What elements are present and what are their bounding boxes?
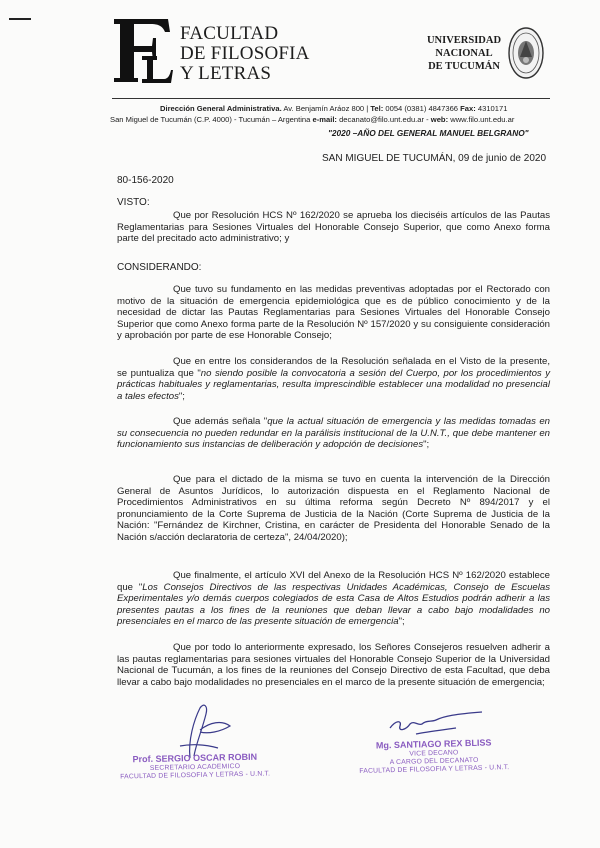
quoted-text: Los Consejos Directivos de las respectivas Unidades Académicas, Consejo de Escuelas Experimentales y/o demás cuerpos colegiados de esta Casa de Altos Estudios podrán adherir a las presentes pautas a los fines de la reuniones que deban llevar a cabo bajo modalidades no presenciales en el marco de las presente situación de emergencia	[117, 581, 550, 628]
email-label: e-mail:	[312, 115, 337, 124]
faculty-name-line: DE FILOSOFIA	[180, 43, 310, 64]
signer-charge: A CARGO DEL DECANATO	[389, 756, 479, 766]
university-name-line: UNIVERSIDAD	[426, 35, 502, 46]
city-address: San Miguel de Tucumán (C.P. 4000) - Tucumán – Argentina	[110, 115, 313, 124]
file-number: 80-156-2020	[117, 175, 174, 186]
address-line-office	[160, 104, 507, 113]
text-run: ";	[178, 390, 185, 402]
signer-name: Prof. SERGIO OSCAR ROBIN	[132, 751, 258, 765]
visto-heading: VISTO:	[117, 197, 150, 208]
signer-title: SECRETARIO ACADEMICO	[149, 762, 241, 772]
signer-name: Mg. SANTIAGO REX BLISS	[375, 737, 492, 751]
year-motto: "2020 –AÑO DEL GENERAL MANUEL BELGRANO"	[328, 128, 529, 138]
tel-label: Tel:	[370, 104, 384, 113]
text-run: Que además señala "	[173, 416, 268, 427]
signer-unit: FACULTAD DE FILOSOFIA Y LETRAS - U.N.T.	[120, 769, 271, 781]
web-address: www.filo.unt.edu.ar	[448, 115, 515, 124]
considerando-paragraph-2	[117, 356, 550, 402]
quoted-text: no siendo posible la convocatoria a sesión del Cuerpo, por los procedimientos y prácticas habituales y reglamentarias, resulta imprescindible establecer una modalidad no presencial a tales efectos	[117, 367, 550, 402]
signer-unit: FACULTAD DE FILOSOFIA Y LETRAS - U.N.T.	[359, 763, 510, 775]
university-name-line: DE TUCUMÁN	[428, 61, 500, 72]
text-run: ";	[423, 439, 430, 451]
considerando-paragraph-1: Que tuvo su fundamento en las medidas preventivas adoptadas por el Rectorado con motivo de la situación de emergencia epidemiológica que es de público conocimiento y de la necesidad de dictar las Pautas Reglamentarias para Sesiones Virtuales del Honorable Consejo Superior que como Anexo forma parte de la Resolución Nº 157/2020 y su consiguiente consideración y aprobación por parte de ese Honorable Consejo;	[117, 284, 550, 342]
faculty-name-line: FACULTAD	[180, 23, 279, 44]
university-name	[420, 34, 508, 73]
signature-stamp-left	[110, 752, 280, 781]
faculty-name	[180, 24, 310, 84]
faculty-logo	[112, 16, 174, 86]
considerando-paragraph-6: Que por todo lo anteriormente expresado, los Señores Consejeros resuelven adherir a las pautas reglamentarias para sesiones virtuales del Honorable Consejo Superior de la Universidad Nacional de Tucumán, a los fines de la reuniones del Consejo Directivo de esta Facultad, que deba llevar a cabo bajo modalidades no presenciales en el marco de la presente situación de emergencia;	[117, 642, 550, 688]
place-date: SAN MIGUEL DE TUCUMÁN, 09 de junio de 2020	[322, 153, 546, 164]
text-run: Que en entre los considerandos de la Resolución señalada en el Visto de la presente, se puntualiza que "	[117, 356, 550, 379]
web-label: web:	[430, 115, 449, 124]
text-run: ";	[398, 616, 405, 628]
university-name-line: NACIONAL	[435, 48, 493, 59]
signer-title: VICE DECANO	[409, 748, 459, 758]
considerando-paragraph-4: Que para el dictado de la misma se tuvo en cuenta la intervención de la Dirección General de Asuntos Jurídicos, lo autorización dispuesta en el Reglamento Nacional de Procedimientos Administrativos en su última reforma según Decreto Nº 894/2017 y el pronunciamiento de la Corte Suprema de Justicia de la Nación (Corte Suprema de Justicia de la Nación: "Fernández de Kirchner, Cristina, en carácter de Presidenta del Honorable Senado de la Nación s/acción declaratoria de certeza", 24/04/2020);	[117, 474, 550, 543]
fax-number: 4310171	[475, 104, 508, 113]
signature-stamp-right	[354, 738, 515, 776]
header-divider	[112, 98, 550, 99]
fax-label: Fax:	[460, 104, 476, 113]
corner-pen-mark	[9, 18, 31, 20]
considerando-heading: CONSIDERANDO:	[117, 262, 202, 273]
tel-number: 0054 (0381) 4847366	[383, 104, 461, 113]
quoted-text: que la actual situación de emergencia y las medidas tomadas en su consecuencia no pueden redundar en la parálisis institucional de la U.N.T., que debe mantener en funcionamiento sus instancias de deliberación y adopción de decisiones	[117, 416, 550, 451]
considerando-paragraph-5	[117, 570, 550, 628]
faculty-name-line: Y LETRAS	[180, 63, 272, 84]
university-seal-icon	[508, 27, 544, 79]
considerando-paragraph-3	[117, 416, 550, 451]
address-line-contact	[110, 115, 514, 124]
office-name: Dirección General Administrativa.	[160, 104, 282, 113]
handwritten-signature-right	[386, 706, 486, 742]
email-address: decanato@filo.unt.edu.ar -	[336, 115, 431, 124]
text-run: Que finalmente, el artículo XVI del Anexo de la Resolución HCS Nº 162/2020 establece que "	[117, 570, 550, 593]
handwritten-signature-left	[160, 700, 250, 760]
visto-paragraph: Que por Resolución HCS Nº 162/2020 se aprueba los dieciséis artículos de las Pautas Reglamentarias para Sesiones Virtuales del Honorable Consejo Superior, que como Anexo forma parte del precitado acto administrativo; y	[117, 210, 550, 245]
street-address: Av. Benjamín Aráoz 800 |	[281, 104, 371, 113]
